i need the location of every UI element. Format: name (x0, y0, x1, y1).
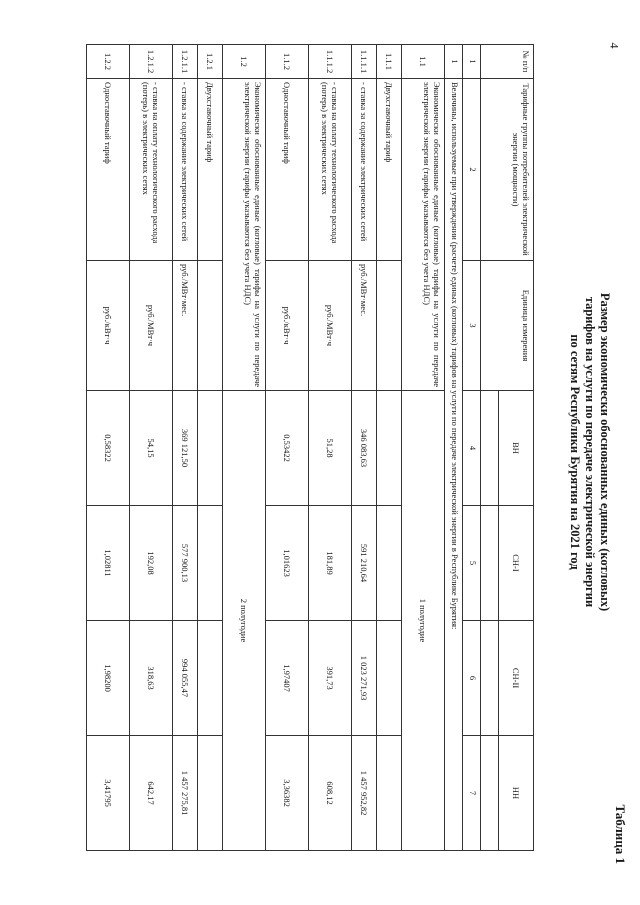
row-num: 1.1.1.1 (352, 45, 377, 79)
value-vn: 0,58322 (87, 391, 130, 506)
value-sn1: 1,01623 (266, 506, 309, 621)
row-name: Двухставочный тариф (198, 79, 223, 261)
header-num: № п/п (481, 45, 534, 79)
table-row (309, 45, 352, 851)
header-row (499, 45, 534, 851)
half2-header-row (223, 45, 266, 851)
value-sn1: 181,89 (309, 506, 352, 621)
table-row (130, 45, 173, 851)
rotated-page (17, 22, 632, 882)
value-vn: 54,15 (130, 391, 173, 506)
title-line-1: Размер экономически обоснованных единых (котловых) (598, 292, 612, 612)
col-number: 2 (463, 79, 481, 261)
header-vn: ВН (499, 391, 534, 506)
row-num: 1.1.1.2 (309, 45, 352, 79)
row-name: Одноставочный тариф (87, 79, 130, 261)
value-nn: 3,36382 (266, 736, 309, 851)
value-sn1: 1,02811 (87, 506, 130, 621)
title-line-2: тарифов на услуги по передаче электрической энергии (583, 296, 597, 608)
row-unit: руб./кВт·ч (87, 261, 130, 391)
row-num: 1.2.2 (87, 45, 130, 79)
col-number: 4 (463, 391, 481, 506)
page-number: 4 (607, 42, 622, 49)
col-number: 6 (463, 621, 481, 736)
value-nn: 1 457 952,82 (352, 736, 377, 851)
value-sn1: 192,08 (130, 506, 173, 621)
half1-period: 1 полугодие (402, 391, 445, 851)
row-num: 1 (445, 45, 463, 79)
table-row (173, 45, 198, 851)
half1-header-row (402, 45, 445, 851)
header-sn1: СН-I (499, 506, 534, 621)
row-num: 1.1.1 (377, 45, 402, 79)
header-nn: НН (499, 736, 534, 851)
col-number: 5 (463, 506, 481, 621)
row-name: Двухставочный тариф (377, 79, 402, 261)
header-group: Тарифные группы потребителей электрической энергии (мощности) (481, 79, 534, 261)
row-name: Одноставочный тариф (266, 79, 309, 261)
row-num: 1.1 (402, 45, 445, 79)
half2-text: Экономически обоснованные единые (котловые) тарифы на услуги по передаче электрической энергии (тарифы указываются без учета НДС) (223, 79, 266, 391)
value-sn1: 577 900,13 (173, 506, 198, 621)
row-unit: руб./МВт·мес. (173, 261, 198, 391)
row-name: - ставка на оплату технологического расхода (потерь) в электрических сетях (309, 79, 352, 261)
header-sn2: СН-II (499, 621, 534, 736)
value-sn2: 318,63 (130, 621, 173, 736)
tariff-table (86, 44, 534, 851)
row-num: 1.2.1 (198, 45, 223, 79)
section-row (445, 45, 463, 851)
table-row (352, 45, 377, 851)
header-unit: Единица измерения (481, 261, 534, 391)
half1-two-part-row (377, 45, 402, 851)
value-sn2: 1,98200 (87, 621, 130, 736)
value-nn: 608,12 (309, 736, 352, 851)
table-label: Таблица 1 (613, 804, 628, 864)
table-row (87, 45, 130, 851)
row-unit: руб./кВт·ч (266, 261, 309, 391)
row-name: - ставка за содержание электрических сетей (352, 79, 377, 261)
col-number: 3 (463, 261, 481, 391)
col-number: 7 (463, 736, 481, 851)
value-nn: 1 457 275,81 (173, 736, 198, 851)
col-number: 1 (463, 45, 481, 79)
column-number-row (463, 45, 481, 851)
value-sn1: 591 210,64 (352, 506, 377, 621)
value-sn2: 391,73 (309, 621, 352, 736)
half2-period: 2 полугодие (223, 391, 266, 851)
row-unit: руб./МВт·мес. (352, 261, 377, 391)
document-title (567, 22, 612, 882)
row-num: 1.2 (223, 45, 266, 79)
value-vn: 346 083,63 (352, 391, 377, 506)
row-name: - ставка на оплату технологического расхода (потерь) в электрических сетях (130, 79, 173, 261)
value-sn2: 1 023 271,93 (352, 621, 377, 736)
section-text: Величины, используемые при утверждении (расчете) единых (котловых) тарифов на услуги по передаче электрической энергии в Республике Бурятия: (445, 79, 463, 851)
table-row (266, 45, 309, 851)
value-sn2: 1,97407 (266, 621, 309, 736)
half1-text: Экономически обоснованные единые (котловые) тарифы на услуги по передаче электрической энергии (тарифы указываются без учета НДС) (402, 79, 445, 391)
half2-two-part-row (198, 45, 223, 851)
row-num: 1.2.1.2 (130, 45, 173, 79)
value-vn: 51,28 (309, 391, 352, 506)
value-nn: 3,41795 (87, 736, 130, 851)
row-num: 1.2.1.1 (173, 45, 198, 79)
value-vn: 0,53422 (266, 391, 309, 506)
row-unit: руб./МВт·ч (309, 261, 352, 391)
value-nn: 642,17 (130, 736, 173, 851)
row-num: 1.1.2 (266, 45, 309, 79)
value-sn2: 994 055,47 (173, 621, 198, 736)
value-vn: 369 121,50 (173, 391, 198, 506)
title-line-3: по сетям Республики Бурятия на 2021 год (568, 334, 582, 570)
row-unit: руб./МВт·ч (130, 261, 173, 391)
row-name: - ставка за содержание электрических сетей (173, 79, 198, 261)
